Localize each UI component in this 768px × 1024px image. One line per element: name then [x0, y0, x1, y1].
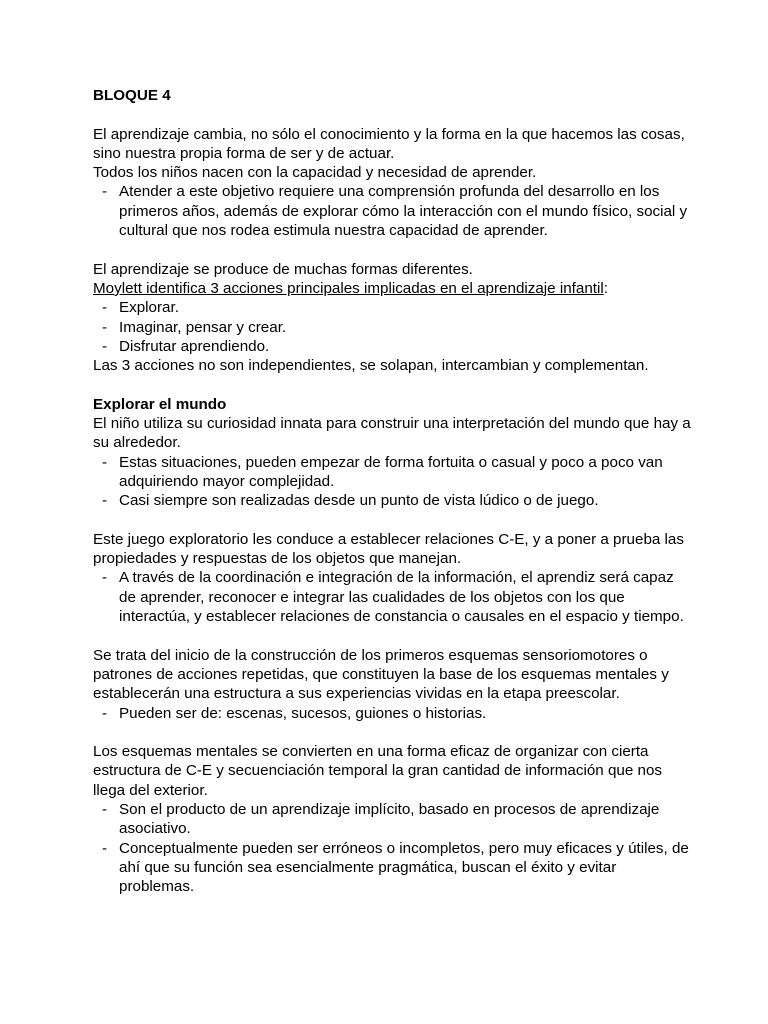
list-item: - Pueden ser de: escenas, sucesos, guiones o historias.: [93, 704, 693, 723]
list-item: - Conceptualmente pueden ser erróneos o incompletos, pero muy eficaces y útiles, de ahí que su función sea esencialmente pragmática, buscan el éxito y evitar problemas.: [93, 839, 693, 897]
list-item: - Estas situaciones, pueden empezar de forma fortuita o casual y poco a poco van adquiriendo mayor complejidad.: [93, 453, 693, 492]
juego-paragraph-1: Este juego exploratorio les conduce a establecer relaciones C-E, y a poner a prueba las propiedades y respuestas de los objetos que manejan.: [93, 530, 684, 568]
list-item: - Atender a este objetivo requiere una comprensión profunda del desarrollo en los primeros años, además de explorar cómo la interacción con el mundo físico, social y cultural que nos rodea estimula nuestra capacidad de aprender.: [93, 182, 693, 240]
spacer: [93, 723, 693, 742]
esquemas-paragraph-1: Se trata del inicio de la construcción de los primeros esquemas sensoriomotores o patrones de acciones repetidas, que constituyen la base de los esquemas mentales y establecerán una estructura a sus experiencias vividas en la etapa preescolar.: [93, 646, 669, 703]
spacer: [93, 105, 693, 124]
intro-paragraph-1: El aprendizaje cambia, no sólo el conocimiento y la forma en la que hacemos las cosas, sino nuestra propia forma de ser y de actuar.: [93, 125, 685, 162]
actions-bullet-list: [93, 298, 693, 356]
actions-paragraph-1: El aprendizaje se produce de muchas formas diferentes.: [93, 260, 473, 278]
mentales-bullet-list: [93, 800, 693, 896]
section-heading-explorar: Explorar el mundo: [93, 395, 227, 413]
document-page: [93, 86, 693, 896]
spacer: [93, 626, 693, 645]
spacer: [93, 240, 693, 259]
mentales-paragraph-1: Los esquemas mentales se convierten en una forma eficaz de organizar con cierta estructura de C-E y secuenciación temporal la gran cantidad de información que nos llega del exterior.: [93, 743, 663, 799]
juego-bullet-list: [93, 568, 693, 626]
esquemas-bullet-list: [93, 704, 693, 723]
list-item: - Imaginar, pensar y crear.: [93, 318, 693, 337]
list-item: - Casi siempre son realizadas desde un punto de vista lúdico o de juego.: [93, 491, 693, 510]
actions-closing: Las 3 acciones no son independientes, se solapan, intercambian y complementan.: [93, 357, 649, 375]
spacer: [93, 511, 693, 530]
list-item: - Son el producto de un aprendizaje implícito, basado en procesos de aprendizaje asociativo.: [93, 800, 693, 839]
list-item: - A través de la coordinación e integración de la información, el aprendiz será capaz de aprender, reconocer e integrar las cualidades de los objetos con los que interactúa, y establecer relaciones de constancia o causales en el espacio y tiempo.: [93, 568, 693, 626]
explorar-bullet-list: [93, 453, 693, 511]
underlined-text: Moylett identifica 3 acciones principales implicadas en el aprendizaje infantil: [93, 279, 604, 297]
list-item: - Disfrutar aprendiendo.: [93, 337, 693, 356]
document-title: BLOQUE 4: [93, 87, 171, 104]
list-item: - Explorar.: [93, 298, 693, 317]
actions-intro-line: [93, 279, 693, 298]
spacer: [93, 375, 693, 394]
intro-bullet-list: [93, 182, 693, 240]
colon-text: :: [603, 279, 608, 297]
intro-paragraph-2: Todos los niños nacen con la capacidad y necesidad de aprender.: [93, 164, 537, 182]
explorar-paragraph-1: El niño utiliza su curiosidad innata para construir una interpretación del mundo que hay a su alrededor.: [93, 415, 691, 452]
